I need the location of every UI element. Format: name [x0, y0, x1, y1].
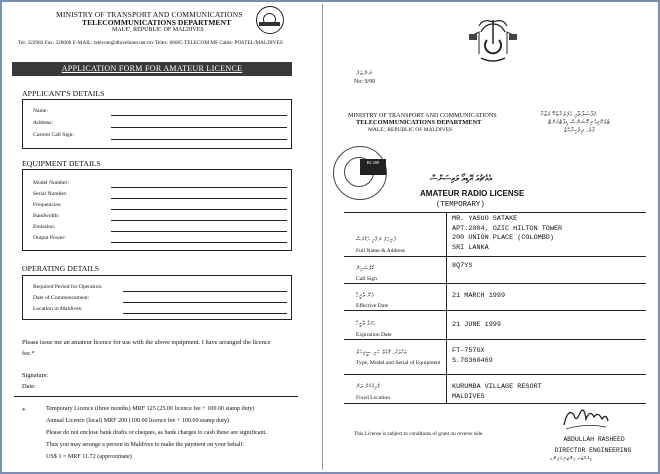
- signature-label: Signature:: [22, 372, 49, 379]
- address-label: Address:: [33, 120, 53, 126]
- number-label-dhivehi: ނަންބަރު: [356, 71, 373, 77]
- temporary-licence-fee: Temporary Licence (three months) MRF 125 (25.00 licence fee + 100.00 stamp duty): [46, 406, 255, 412]
- signer-title: DIRECTOR ENGINEERING: [554, 447, 632, 454]
- maldives-emblem-icon: [465, 14, 521, 70]
- form-title-banner: APPLICATION FORM FOR AMATEUR LICENCE: [12, 62, 292, 76]
- commencement-date-label: Date of Commencement:: [33, 295, 90, 301]
- form-department-heading: TELECOMMUNICATIONS DEPARTMENT: [82, 18, 232, 27]
- expiration-date-value: 21 JUNE 1999: [452, 321, 501, 329]
- bandwidth-field[interactable]: [111, 220, 287, 221]
- equipment-label: Type, Model and Serial of Equipment: [356, 360, 441, 366]
- table-rule: [344, 310, 646, 311]
- location-field[interactable]: [123, 313, 287, 314]
- table-rule: [344, 256, 646, 257]
- name-field[interactable]: [111, 115, 287, 116]
- license-conditions-note: This License is subject to conditions of grant on reverse side.: [354, 431, 484, 437]
- annual-licence-fee: Annual Licence (local) MRF 200 (100.00 licence fee + 100.00 stamp duty): [46, 418, 229, 424]
- operating-section-title: OPERATING DETAILS: [22, 264, 100, 273]
- license-number: No: 9/99: [354, 79, 376, 85]
- effective-date-label: Effective Date: [356, 303, 389, 309]
- serial-number-field[interactable]: [111, 198, 287, 199]
- form-location: MALE', REPUBLIC OF MALDIVES: [112, 27, 204, 33]
- call-sign-label: Current Call Sign:: [33, 132, 75, 138]
- payment-note-2: Thus you may arrange a person in Maldives to make the payment on your behalf.: [46, 442, 245, 448]
- model-number-field[interactable]: [111, 187, 287, 188]
- table-row-label-dhivehi: ފުރިހަމަ ނަމާއި އެޑްރެސް: [356, 237, 397, 243]
- signer-title-dhivehi: ޑިރެކްޓަރ އިންޖިނިއަރިންގ: [550, 457, 592, 462]
- call-sign-label: Call Sign: [356, 276, 377, 282]
- date-label: Date:: [22, 383, 36, 390]
- form-ministry-heading: MINISTRY OF TRANSPORT AND COMMUNICATIONS: [56, 10, 243, 19]
- table-rule: [344, 283, 646, 284]
- fixed-location-value: KURUMBA VILLAGE RESORT MALDIVES: [452, 383, 542, 401]
- location-label: Location in Maldives:: [33, 306, 83, 312]
- frequencies-field[interactable]: [111, 209, 287, 210]
- table-rule: [344, 212, 646, 213]
- call-sign-field[interactable]: [111, 139, 287, 140]
- applicant-section-title: APPLICANT'S DETAILS: [22, 89, 105, 98]
- table-row-label-dhivehi: ފެށޭ ތާރީޚް: [356, 293, 374, 299]
- ministry-dhivehi: މުވާސަލާތާއި އުފުލުމާބެހޭ ވުޒާރާ: [540, 112, 597, 118]
- table-row-label-dhivehi: ކޯލްސައިން: [356, 266, 375, 272]
- operating-details-box: [22, 275, 292, 320]
- required-period-field[interactable]: [123, 291, 287, 292]
- table-rule: [344, 339, 646, 340]
- signer-name: ABDULLAH RASHEED: [563, 436, 625, 443]
- required-period-label: Required Period for Operation:: [33, 284, 103, 290]
- request-paragraph: Please issue me an amateur licence for use with the above equipment. I have arranged the licence fee.*: [22, 339, 271, 357]
- department-dhivehi: ޓެލެކޮމިއުނިކޭޝަންސް ޑިޕާޓްމަންޓް: [548, 120, 611, 126]
- full-name-value: MR. YASUO SATAKE APT.2004, OZIC HILTON TOWER 200 UNION PLACE (COLOMBO) SRI LANKA: [452, 215, 563, 252]
- license-subtitle: (TEMPORARY): [436, 201, 485, 209]
- commencement-date-field[interactable]: [123, 302, 287, 303]
- license-title-dhivehi: އެމެޗުއަ ރޭޑިއޯ ލައިސަންސް: [430, 173, 492, 183]
- call-sign-value: 8Q7YS: [452, 262, 473, 270]
- fixed-location-label: Fixed Location: [356, 395, 391, 401]
- output-power-field[interactable]: [111, 242, 287, 243]
- fees-bullet: *: [22, 407, 26, 415]
- table-row-label-dhivehi: ޤާއިމުކުރާ ތަން: [356, 384, 381, 390]
- license-title: AMATEUR RADIO LICENSE: [420, 189, 525, 198]
- table-row-label-dhivehi: ހަމަވާ ތާރީޚް: [356, 321, 376, 327]
- full-name-label: Full Name & Address: [356, 248, 405, 254]
- director-signature: [560, 401, 612, 433]
- emission-field[interactable]: [111, 231, 287, 232]
- applicant-details-box: [22, 99, 292, 149]
- exchange-rate: US$ 1 = MRF 11.72 (approximate): [46, 454, 132, 460]
- divider: [14, 396, 298, 397]
- name-label: Name:: [33, 108, 48, 114]
- equipment-value: FT-757GX S.7G360469: [452, 347, 493, 365]
- equipment-section-title: EQUIPMENT DETAILS: [22, 159, 101, 168]
- telecom-logo-icon: [256, 6, 284, 34]
- location-dhivehi: މާލެ، ދިވެހިރާއްޖެ: [564, 128, 596, 134]
- license-department-heading: TELECOMMUNICATIONS DEPARTMENT: [356, 119, 482, 126]
- equipment-details-box: [22, 169, 292, 251]
- revenue-stamp: [333, 146, 387, 200]
- effective-date-value: 21 MARCH 1999: [452, 292, 506, 300]
- license-location: MALE', REPUBLIC OF MALDIVES: [368, 127, 453, 133]
- form-contact-line: Tel: 322982 Fax: 320000 E-MAIL: telecom@dhivehinet.net.mv Telex: 66065 TELECOM MF Cable: POSTEL/MALDIVES: [18, 40, 283, 46]
- serial-number-label: Serial Number:: [33, 191, 68, 197]
- payment-note: Please do not enclose bank drafts or cheques, as bank charges to cash these are significant.: [46, 430, 267, 436]
- output-power-label: Output Power:: [33, 235, 66, 241]
- expiration-date-label: Expiration Date: [356, 332, 392, 338]
- license-ministry-heading: MINISTRY OF TRANSPORT AND COMMUNICATIONS: [348, 112, 497, 119]
- table-row-label-dhivehi: ވައްތަރު، މޮޑެލް އަދި ސީރިއަލް: [356, 350, 407, 356]
- table-column-rule: [446, 212, 447, 403]
- frequencies-label: Frequencies:: [33, 202, 62, 208]
- address-field[interactable]: [111, 127, 287, 128]
- stamp-value: Rf 200: [360, 159, 386, 175]
- emission-label: Emission:: [33, 224, 56, 230]
- model-number-label: Model Number:: [33, 180, 69, 186]
- table-rule: [344, 374, 646, 375]
- bandwidth-label: Bandwidth:: [33, 213, 60, 219]
